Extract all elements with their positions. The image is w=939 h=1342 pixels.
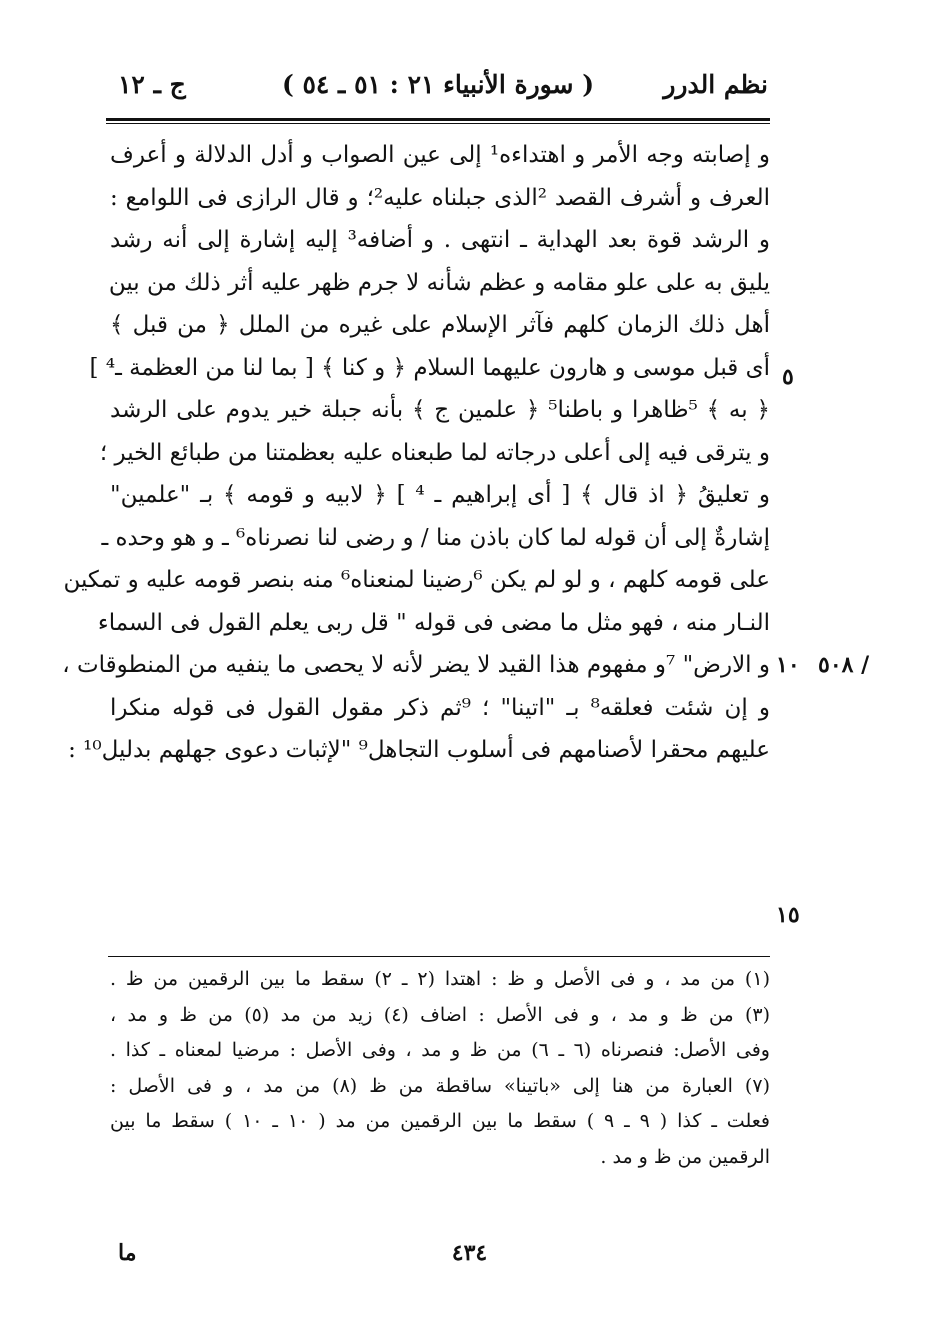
footnote-line: وفى الأصل: فنصرناه (٦ ـ ٦) من ظ و مد ، وفى الأصل : مرضيا لمعناه ـ كذا . (110, 1039, 770, 1061)
running-header (108, 62, 768, 110)
volume-number: ج ـ ١٢ (118, 70, 186, 99)
catchword: ما (118, 1240, 137, 1266)
text-line: إشارةٌ إلى أن قوله لما كان باذن منا / و رضى لنا نصرناه⁶ ـ و هو وحده ـ (101, 524, 770, 551)
line-number-10: ١٠ (776, 652, 800, 678)
text-line: و الرشد قوة بعد الهداية ـ انتهى . و أضافه³ إليه إشارة إلى أنه رشد (110, 227, 770, 253)
footnote-rule (108, 956, 770, 957)
text-line: أهل ذلك الزمان كلهم فآثر الإسلام على غيره من الملل ﴿ من قبل ﴾ (110, 312, 770, 338)
text-line: يليق به على علو مقامه و عظم شأنه لا جرم ظهر عليه أثر ذلك من بين (108, 269, 770, 296)
text-line: النـار منه ، فهو مثل ما مضى فى قوله " قل ربى يعلم القول فى السماء (97, 609, 770, 636)
page-number: ٤٣٤ (451, 1240, 488, 1266)
text-line: العرف و أشرف القصد ²الذى جبلناه عليه²؛ و قال الرازى فى اللوامع : (110, 184, 770, 211)
text-line: و إصابته وجه الأمر و اهتداءه¹ إلى عين الصواب و أدل الدلالة و أعرف (110, 142, 770, 168)
text-line: و تعليقُ ﴿ اذ قال ﴾ [ أى إبراهيم ـ ⁴ ] ﴿ لابيه و قومه ﴾ بـ "علمين" (110, 482, 770, 508)
footnote-line: الرقمين من ظ و مد . (600, 1145, 770, 1168)
text-line: عليهم محقرا لأصنامهم فى أسلوب التجاهل⁹ "لإثبات دعوى جهلهم بدليل¹⁰ : (68, 737, 770, 763)
text-line: و الارض" ⁷و مفهوم هذا القيد لا يضر لأنه لا يحصى ما ينفيه من المنطوقات ، (62, 652, 770, 678)
main-text (62, 134, 770, 772)
text-line: على قومه كلهم ، و لو لم يكن ⁶رضينا لمنعناه⁶ منه بنصر قومه عليه و تمكين (63, 567, 770, 593)
text-line: أى قبل موسى و هارون عليهما السلام ﴿ و كنا ﴾ [ بما لنا من العظمة ـ⁴ ] (89, 354, 770, 381)
folio-reference: ٥٠٨ / (818, 652, 870, 678)
text-line: و يترقى فيه إلى أعلى درجاته لما طبعناه عليه بعظمتنا من طبائع الخير ؛ (99, 439, 770, 466)
footnote-line: (٧) العبارة من هنا إلى «باتينا» ساقطة من ظ (٨) من مد ، و فى الأصل : (110, 1074, 770, 1097)
line-number-5: ٥ (782, 364, 794, 390)
surah-reference: ( سورة الأنبياء ٢١ : ٥١ ـ ٥٤ ) (281, 70, 595, 99)
footnote-line: (١) من مد ، و فى الأصل و ظ : اهتدا (٢ ـ ٢) سقط ما بين الرقمين من ظ . (110, 968, 770, 990)
text-line: و إن شئت فعلقه⁸ بـ "اتينا" ؛ ⁹ثم ذكر مقول القول فى قوله منكرا (110, 694, 770, 721)
footnote-line: فعلت ـ كذا ( ٩ ـ ٩ ) سقط ما بين الرقمين من مد ( ١٠ ـ ١٠ ) سقط ما بين (110, 1110, 771, 1132)
footnote-line: (٣) من ظ و مد ، و فى الأصل : اضاف (٤) زيد من مد (٥) من ظ و مد ، (110, 1003, 771, 1026)
header-rule (106, 118, 770, 124)
footnotes (110, 962, 770, 1175)
text-line: ﴿ به ﴾ ⁵ظاهرا و باطنا⁵ ﴿ علمين ج ﴾ بأنه جبلة خير يدوم على الرشد (110, 397, 770, 423)
book-title: نظم الدرر (663, 70, 768, 99)
line-number-15: ١٥ (776, 902, 800, 928)
